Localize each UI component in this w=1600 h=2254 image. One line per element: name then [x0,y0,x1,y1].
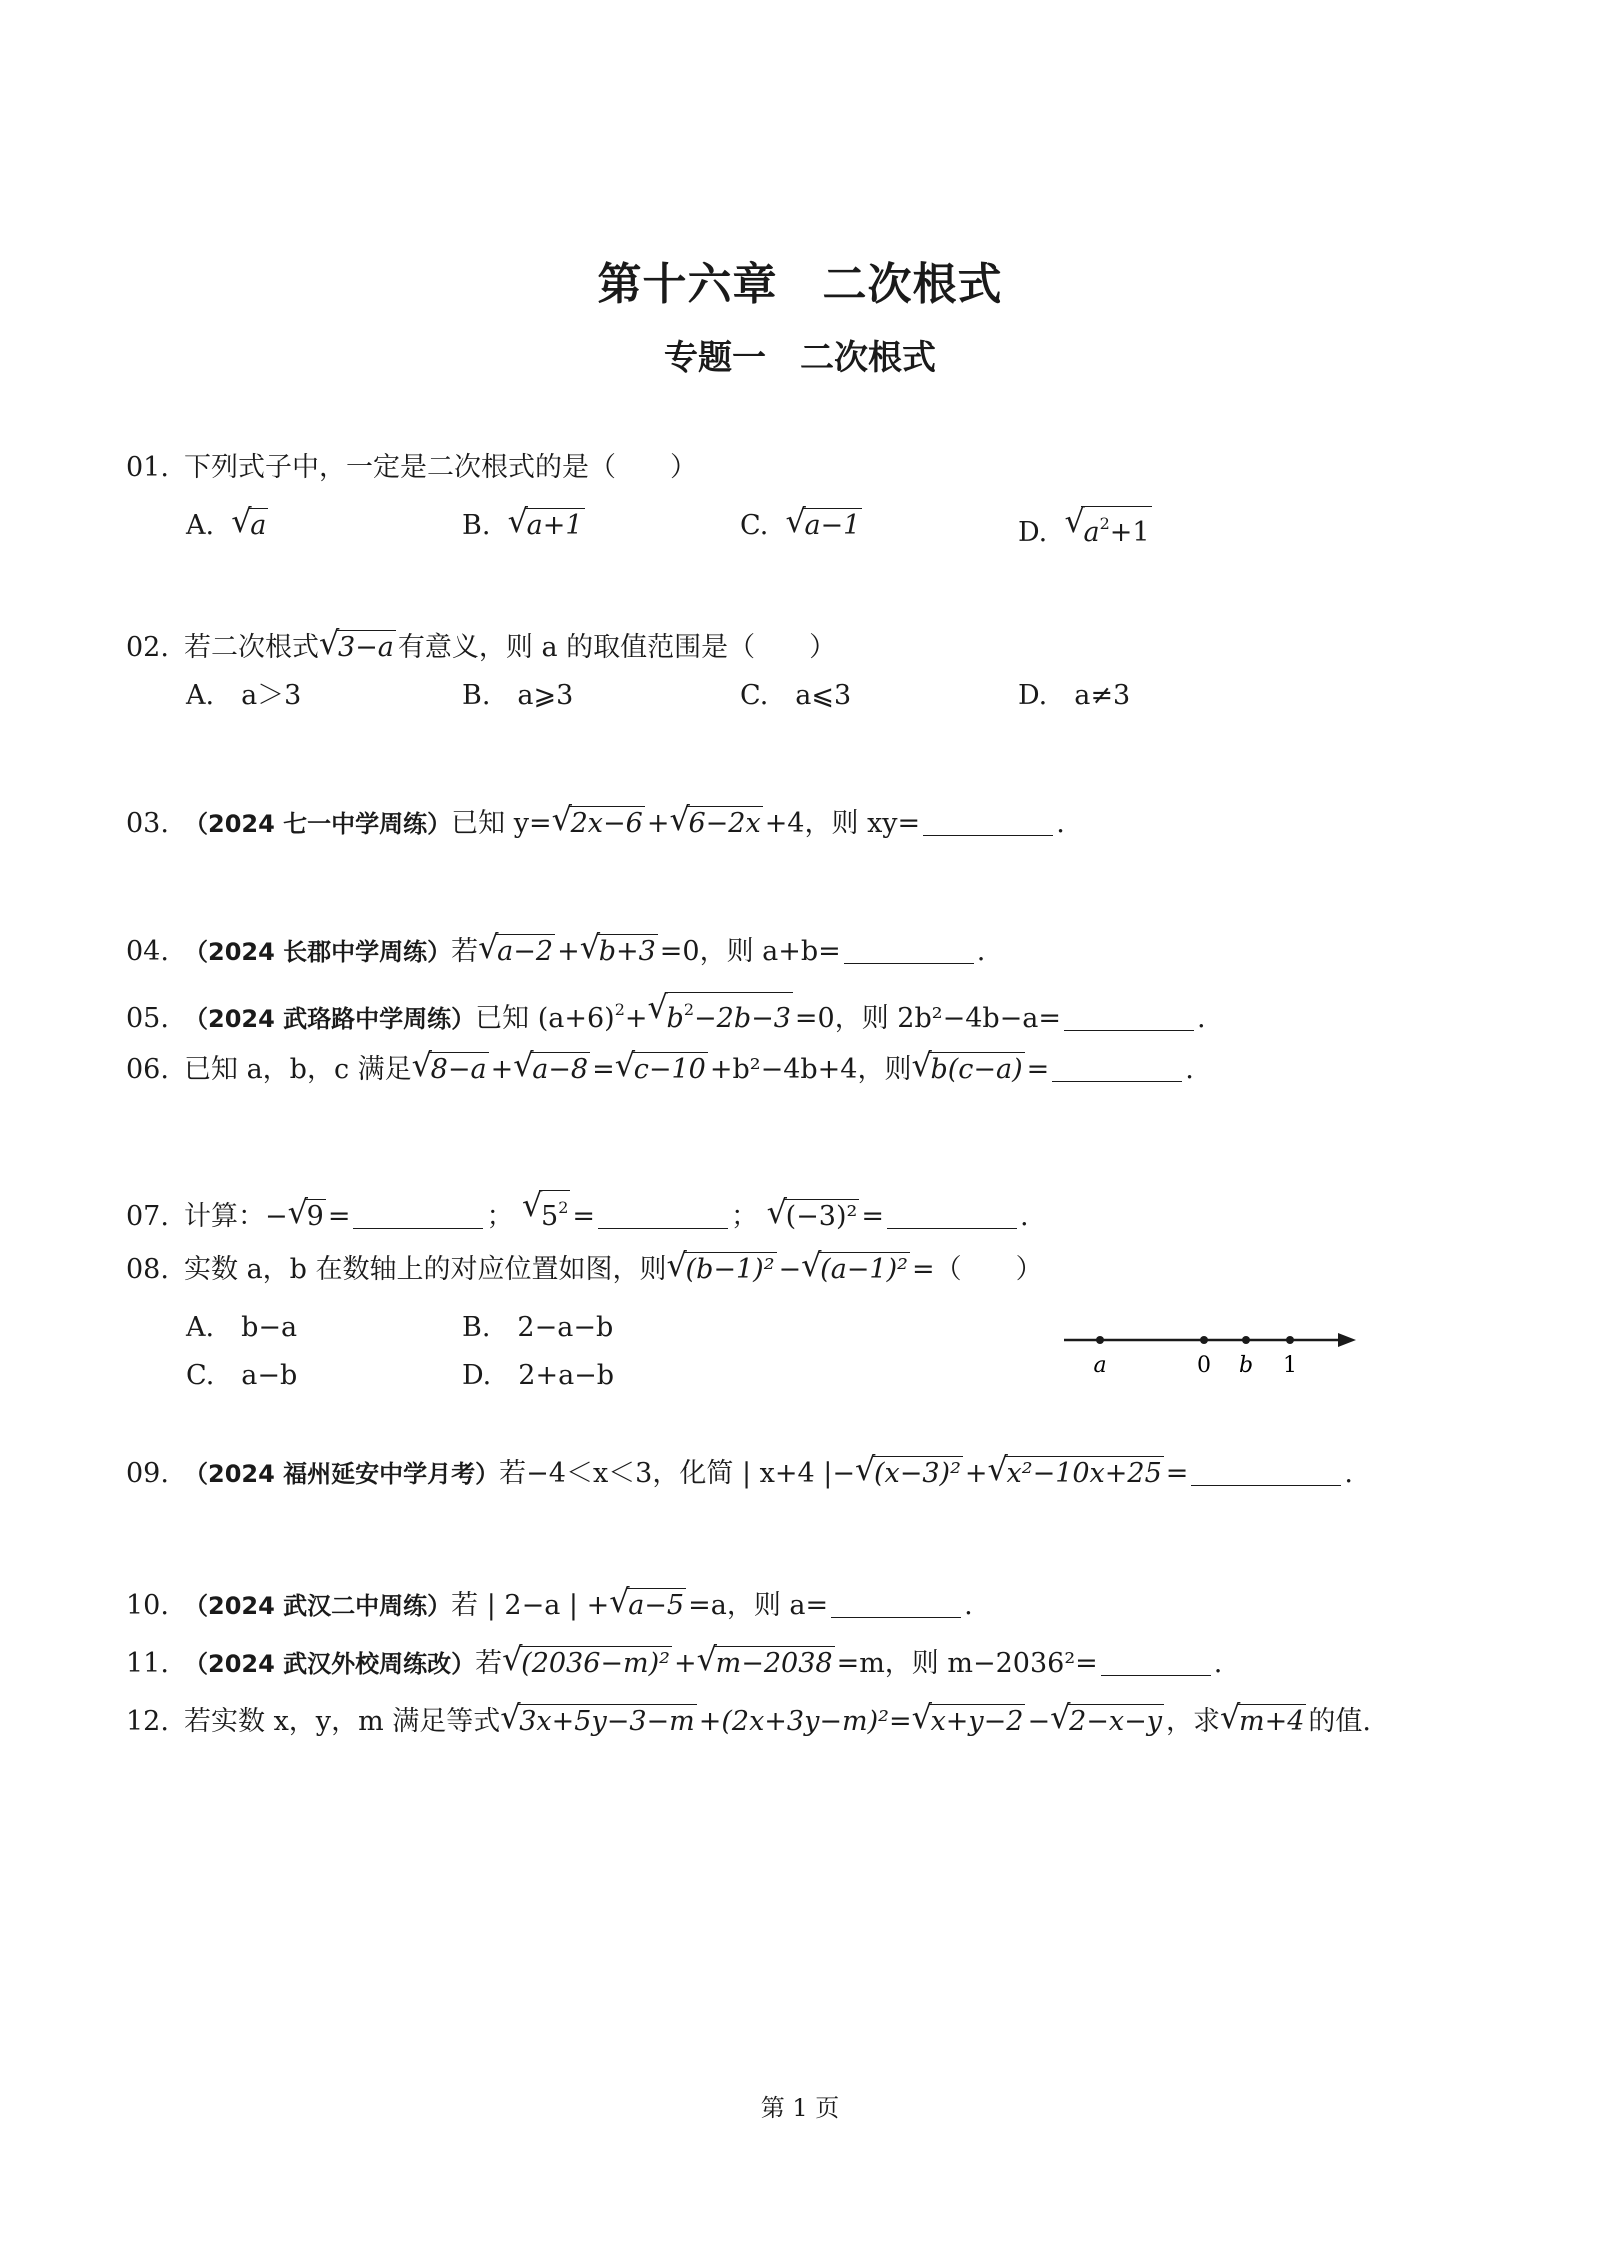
radicand: 9 [306,1201,324,1232]
radicand: x²−10x+25 [1006,1458,1162,1489]
q08-option-c: C. a−b [186,1360,298,1391]
operator: = [592,1054,615,1085]
radicand: (b−1)² [685,1254,775,1285]
question-number: 02. [126,632,169,663]
period: . [1056,808,1065,839]
operator: − [1027,1706,1051,1737]
sqrt [1050,1702,1164,1742]
question-number: 06. [126,1054,169,1085]
question-text: 若 [451,936,479,967]
operator: + [557,936,580,967]
question-text: =（ ） [911,1254,1043,1285]
radicand: 2−x−y [1069,1706,1163,1737]
question-text: 已知 y= [451,808,552,839]
question-text: 若 [475,1648,503,1679]
q08-option-a: A. b−a [186,1312,298,1343]
q02-option-a: A. a＞3 [186,680,302,711]
sqrt [552,804,645,844]
question-text: 已知 a，b，c 满足 [184,1054,412,1085]
radicand: b+3 [598,936,656,967]
question-text: =0，则 a+b= [659,936,841,967]
question-text: 计算：− [184,1201,288,1232]
answer-blank[interactable] [1052,1053,1182,1082]
question-08 [126,1250,1043,1290]
question-number: 01. [126,452,169,483]
question-number: 12. [126,1706,169,1737]
q01-option-d [1018,506,1154,553]
sqrt [319,628,396,668]
question-02 [126,628,836,668]
sqrt [231,506,268,546]
point-b [1242,1336,1250,1344]
question-07 [126,1190,1029,1237]
radicand: a−8 [532,1054,589,1085]
operator: = [1026,1054,1050,1085]
question-source: （2024 武汉外校周练改） [184,1650,476,1678]
question-text: 实数 a，b 在数轴上的对应位置如图，则 [184,1254,667,1285]
question-source: （2024 武汉二中周练） [184,1592,452,1620]
radicand: a−2 [497,936,554,967]
question-source: （2024 武珞路中学周练） [184,1005,476,1033]
answer-blank-3[interactable] [887,1200,1017,1229]
label-zero: 0 [1197,1353,1211,1378]
topic-title: 专题一 二次根式 [664,338,936,378]
operator: + [624,1003,648,1034]
question-11 [126,1644,1222,1684]
radicand: 3−a [338,632,394,663]
answer-blank[interactable] [831,1589,961,1618]
sqrt [478,932,555,972]
radicand: a [250,510,267,541]
period: . [964,1590,973,1621]
radicand [665,992,793,1036]
sqrt [1220,1702,1306,1742]
sqrt [801,1250,910,1290]
separator: ； [486,1201,514,1232]
question-source: （2024 七一中学周练） [184,810,452,838]
q08-option-b: B. 2−a−b [462,1312,614,1343]
question-06 [126,1050,1194,1090]
q01-option-b [462,506,587,546]
operator: = [1165,1458,1189,1489]
radicand [539,1190,570,1234]
option-letter: A. [186,510,215,541]
period: . [1185,1054,1194,1085]
question-text: =a，则 a= [688,1590,829,1621]
sqrt [513,1050,590,1090]
answer-blank[interactable] [1191,1457,1341,1486]
radicand: (−3)² [785,1201,858,1232]
sqrt [502,1644,672,1684]
question-text: 若二次根式 [184,632,319,663]
q02-option-d: D. a≠3 [1018,680,1131,711]
radicand: (2036−m)² [521,1648,670,1679]
chapter-title: 第十六章 二次根式 [597,259,1003,310]
period: . [1213,1648,1223,1679]
radicand: 3x+5y−3−m [519,1706,695,1737]
question-01 [126,448,697,488]
q02-option-c: C. a⩽3 [740,680,852,711]
point-a [1096,1336,1104,1344]
sqrt [785,506,862,546]
radicand-base: b [666,1003,684,1034]
radicand: a−5 [628,1590,685,1621]
question-text: +4，则 xy= [764,808,921,839]
question-number: 03. [126,808,169,839]
operator: = [861,1201,884,1232]
exponent: 2 [1099,514,1110,533]
question-05 [126,990,1206,1039]
radicand: b(c−a) [930,1054,1023,1085]
option-letter: B. [462,510,491,541]
period: . [976,936,986,967]
label-one: 1 [1283,1353,1297,1378]
question-text: 若实数 x，y，m 满足等式 [184,1706,501,1737]
answer-blank[interactable] [844,935,974,964]
question-text: 若−4＜x＜3，化简 | x+4 |− [499,1458,855,1489]
sqrt [669,804,762,844]
operator: + [674,1648,697,1679]
number-line-arrow [1338,1333,1356,1347]
radicand: m−2038 [715,1648,833,1679]
number-line [1060,1320,1360,1380]
separator: ； [731,1201,759,1232]
question-text: ，求 [1166,1706,1221,1737]
label-b: b [1238,1353,1254,1378]
sqrt [767,1197,860,1237]
answer-blank-1[interactable] [353,1200,483,1229]
question-number: 11. [126,1648,169,1679]
question-number: 10. [126,1590,169,1621]
radicand [1081,506,1151,550]
question-number: 05. [126,1003,169,1034]
point-zero [1200,1336,1208,1344]
radicand-tail: −2b−3 [694,1003,791,1034]
period: . [1197,1003,1206,1034]
q08-option-d: D. 2+a−b [462,1360,615,1391]
sqrt [988,1454,1164,1494]
question-source: （2024 福州延安中学月考） [184,1460,500,1488]
question-03 [126,804,1065,844]
sqrt [288,1197,326,1237]
sqrt [1064,506,1151,553]
radicand-tail: +1 [1109,517,1150,548]
sqrt [580,932,658,972]
radicand: 6−2x [688,808,761,839]
sqrt [522,1190,570,1237]
question-09 [126,1454,1353,1494]
sqrt [615,1050,708,1090]
sqrt [508,506,585,546]
exponent: 2 [614,1000,625,1019]
sqrt [667,1250,777,1290]
sqrt [911,1050,1024,1090]
sqrt [697,1644,835,1684]
option-letter: D. [1018,517,1048,548]
question-12 [126,1702,1371,1742]
option-letter: C. [740,510,769,541]
radicand: 2x−6 [570,808,643,839]
question-04 [126,932,985,972]
radicand-base: 5 [541,1201,559,1232]
sqrt [855,1454,963,1494]
question-text: =m，则 m−2036²= [836,1648,1098,1679]
question-number: 04. [126,936,169,967]
q01-option-c [740,506,864,546]
question-text: +b²−4b+4，则 [709,1054,912,1085]
sqrt [609,1586,686,1626]
operator: = [572,1201,596,1232]
page-number: 第 1 页 [760,2094,840,2122]
question-text: 已知 (a+6) [475,1003,615,1034]
radicand: 8−a [430,1054,487,1085]
question-text: 有意义，则 a 的取值范围是（ ） [397,632,837,663]
operator: = [327,1201,351,1232]
question-text: +(2x+3y−m)²= [698,1706,912,1737]
exponent: 2 [558,1198,569,1217]
period: . [1019,1201,1029,1232]
exponent: 2 [683,1000,695,1019]
operator: + [964,1458,988,1489]
operator: − [778,1254,802,1285]
question-number: 08. [126,1254,169,1285]
radicand: a+1 [526,510,583,541]
q01-option-a [186,506,270,546]
radicand: (x−3)² [873,1458,961,1489]
sqrt [648,992,793,1039]
period: . [1344,1458,1353,1489]
radicand: x+y−2 [930,1706,1024,1737]
label-a: a [1093,1353,1107,1378]
sqrt [500,1702,697,1742]
operator: + [646,808,670,839]
question-stem: 下列式子中，一定是二次根式的是（ ） [184,452,697,483]
answer-blank[interactable] [1101,1647,1211,1676]
answer-blank-2[interactable] [598,1200,728,1229]
q02-option-b: B. a⩾3 [462,680,574,711]
operator: + [490,1054,514,1085]
sqrt [412,1050,489,1090]
radicand: (a−1)² [820,1254,908,1285]
question-text: 若 | 2−a | + [451,1590,610,1621]
point-one [1286,1336,1294,1344]
radicand: a−1 [804,510,861,541]
answer-blank[interactable] [923,807,1053,836]
question-text: 的值. [1308,1706,1372,1737]
radicand: m+4 [1239,1706,1305,1737]
radicand: c−10 [633,1054,706,1085]
question-source: （2024 长郡中学周练） [184,938,452,966]
question-text: =0，则 2b²−4b−a= [794,1003,1062,1034]
sqrt [912,1702,1026,1742]
question-10 [126,1586,973,1626]
question-number: 07. [126,1201,169,1232]
radicand-base: a [1083,517,1100,548]
question-number: 09. [126,1458,169,1489]
answer-blank[interactable] [1064,1002,1194,1031]
